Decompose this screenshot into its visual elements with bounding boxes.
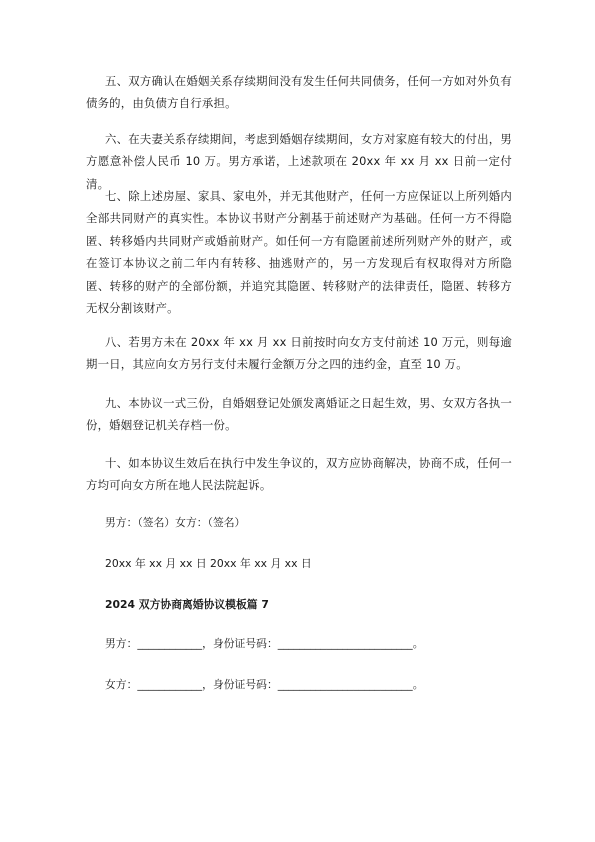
- section-heading: 2024 双方协商离婚协议模板篇 7: [105, 598, 269, 611]
- signature-line: 男方：（签名）女方：（签名）: [105, 516, 246, 529]
- clause-six-paragraph: 六、在夫妻关系存续期间，考虑到婚姻存续期间，女方对家庭有较大的付出，男方愿意补偿人民币 10 万。男方承诺，上述款项在 20xx 年 xx 月 xx 日前一定付清。: [86, 132, 512, 191]
- date-line: 20xx 年 xx 月 xx 日 20xx 年 xx 月 xx 日: [105, 557, 312, 570]
- clause-nine-paragraph: 九、本协议一式三份，自婚姻登记处颁发离婚证之日起生效，男、女双方各执一份，婚姻登记机关存档一份。: [86, 396, 512, 433]
- clause-five-paragraph: 五、双方确认在婚姻关系存续期间没有发生任何共同债务，任何一方如对外负有债务的，由负债方自行承担。: [86, 74, 512, 111]
- clause-seven-paragraph: 七、除上述房屋、家具、家电外，并无其他财产，任何一方应保证以上所列婚内全部共同财产的真实性。本协议书财产分割基于前述财产为基础。任何一方不得隐匿、转移婚内共同财产或婚前财产。如任何一方有隐匿前述所列财产外的财产，或在签订本协议之前二年内有转移、抽逃财产的，另一方发现后有权取得对方所隐匿、转移的财产的全部份额，并追究其隐匿、转移财产的法律责任，隐匿、转移方无权分割该财产。: [86, 189, 512, 316]
- wife-id-line: 女方：____________，身份证号码：_________________________。: [105, 678, 424, 691]
- clause-eight-paragraph: 八、若男方未在 20xx 年 xx 月 xx 日前按时向女方支付前述 10 万元，则每逾期一日，其应向女方另行支付未履行金额万分之四的违约金，直至 10 万。: [86, 335, 512, 372]
- clause-ten-paragraph: 十、如本协议生效后在执行中发生争议的，双方应协商解决，协商不成，任何一方均可向女方所在地人民法院起诉。: [86, 456, 512, 493]
- husband-id-line: 男方：____________，身份证号码：_________________________。: [105, 637, 424, 650]
